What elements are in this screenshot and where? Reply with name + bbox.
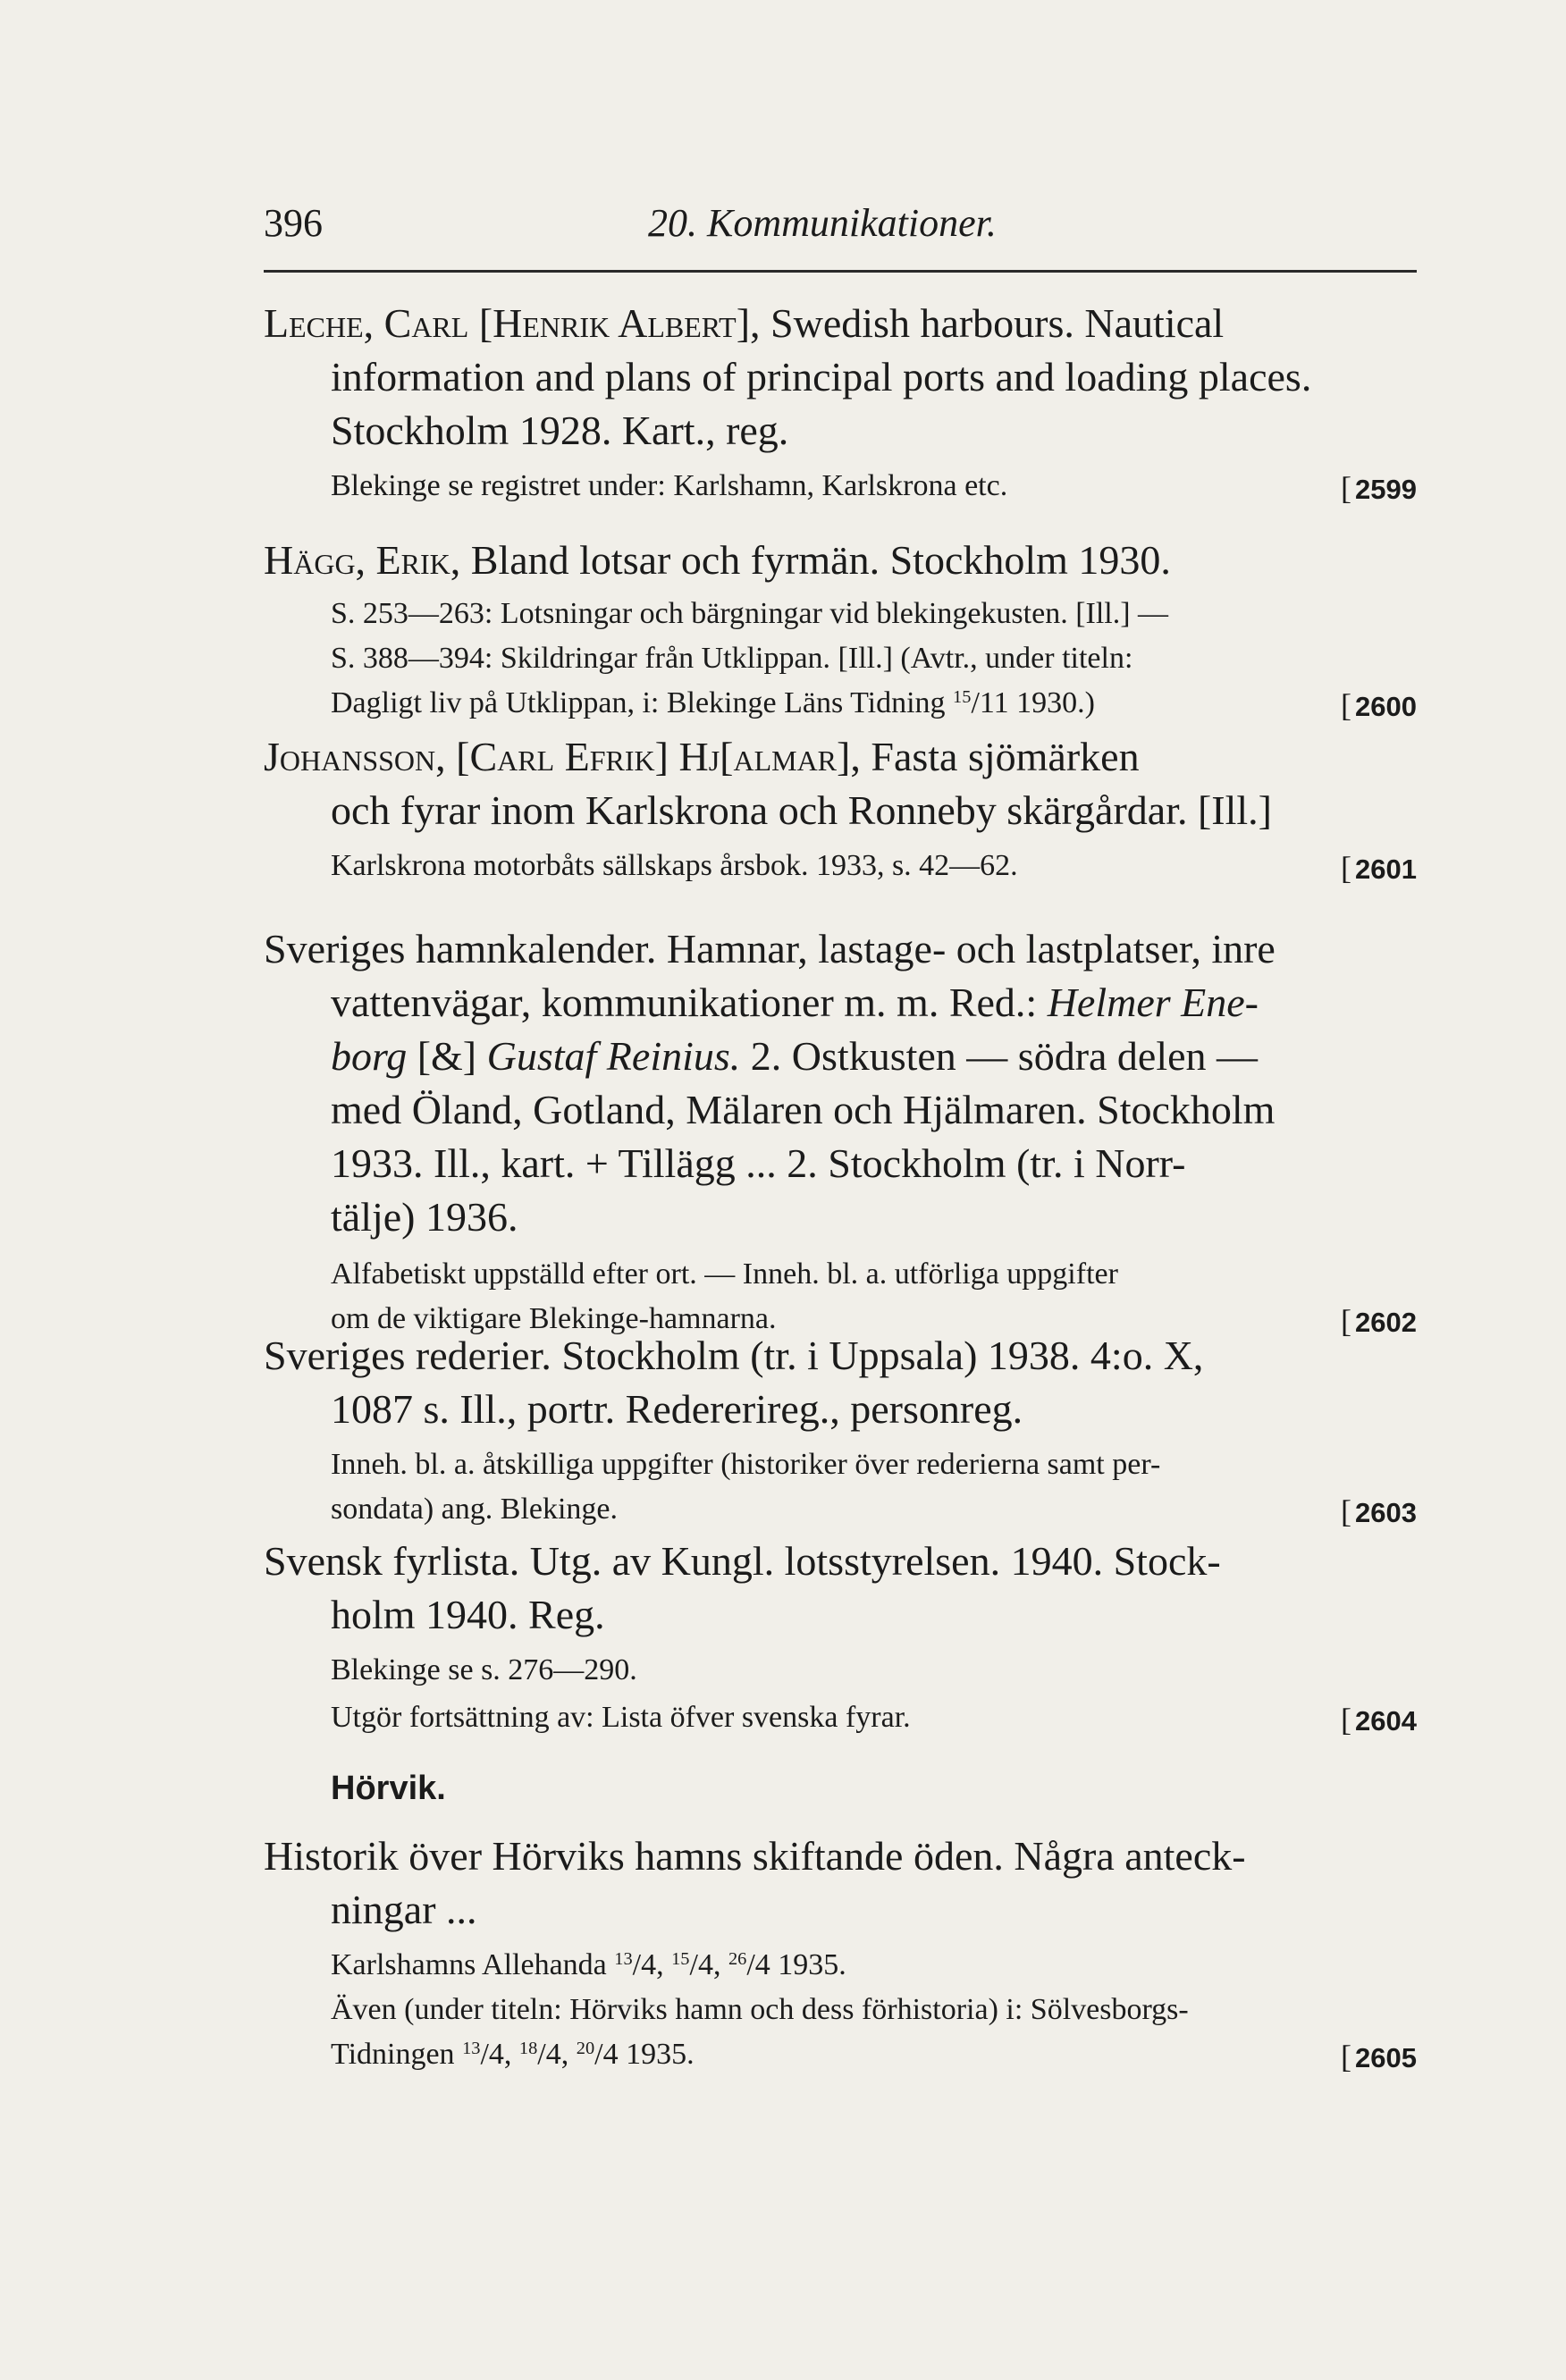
page-number: 396 [264,201,323,245]
entry-note: Alfabetiskt uppställd efter ort. — Inneh. bl. a. utförliga uppgifter [331,1257,1118,1291]
entry-title-line: holm 1940. Reg. [331,1592,605,1637]
entry-number: [ 2603 [1341,1493,1417,1529]
entry-number: [ 2602 [1341,1303,1417,1339]
page-header [264,198,1417,273]
entry-note: Utgör fortsättning av: Lista öfver svenska fyrar. [331,1701,911,1734]
entry-title-line: Svensk fyrlista. Utg. av Kungl. lotsstyrelsen. 1940. Stock- [264,1538,1221,1584]
entry-note: Blekinge se registret under: Karlshamn, Karlskrona etc. [331,469,1008,502]
entry-title-line: Stockholm 1928. Kart., reg. [331,408,789,453]
entry-title-line: med Öland, Gotland, Mälaren och Hjälmaren. Stockholm [331,1087,1276,1132]
entry-title-line: 1933. Ill., kart. + Tillägg ... 2. Stockholm (tr. i Norr- [331,1140,1186,1186]
entry-title: Bland lotsar och fyrmän. Stockholm 1930. [470,537,1171,583]
entry-title-line: Sveriges hamnkalender. Hamnar, lastage- och lastplatser, inre [264,926,1276,971]
entry-note: sondata) ang. Blekinge. [331,1493,619,1526]
section-heading: Hörvik. [331,1770,446,1807]
entry-title-line: 1087 s. Ill., portr. Redererireg., personreg. [331,1386,1023,1432]
entry-number: [ 2600 [1341,687,1417,723]
entry-title-line: ningar ... [331,1887,477,1932]
entry-note: Dagligt liv på Utklippan, i: Blekinge Läns Tidning $^{15}$/11 1930.) [331,686,1095,719]
entry-title-line: Sveriges rederier. Stockholm (tr. i Uppsala) 1938. 4:o. X, [264,1333,1204,1378]
entry-title: Swedish harbours. Nautical [770,300,1225,346]
entry-title-line: vattenvägar, kommunikationer m. m. Red.: Helmer Ene- [331,980,1259,1025]
entry-title-line: och fyrar inom Karlskrona och Ronneby skärgårdar. [Ill.] [331,787,1272,833]
entry-title: Fasta sjömärken [871,734,1140,779]
running-title: 20. Kommunikationer. [648,201,997,245]
entry-note: Blekinge se s. 276—290. [331,1653,637,1686]
entry-note: Även (under titeln: Hörviks hamn och dess förhistoria) i: Sölvesborgs- [331,1993,1189,2026]
entry-number: [ 2605 [1341,2039,1417,2074]
entry-title-line: information and plans of principal ports and loading places. [331,354,1312,399]
entry-title-line: borg [&] Gustaf Reinius. 2. Ostkusten — södra delen — [331,1033,1259,1079]
entry-note: om de viktigare Blekinge-hamnarna. [331,1302,777,1335]
entry-author: Leche, Carl [Henrik Albert], [264,300,761,346]
entry-note: S. 253—263: Lotsningar och bärgningar vid blekingekusten. [Ill.] — [331,597,1169,630]
entry-number: [ 2601 [1341,850,1417,886]
entry-note: Karlskrona motorbåts sällskaps årsbok. 1933, s. 42—62. [331,849,1018,882]
entry-number: [ 2599 [1341,470,1417,506]
entry-number: [ 2604 [1341,1702,1417,1737]
entry-note: Tidningen $^{13}$/4, $^{18}$/4, $^{20}$/4 1935. [331,2038,695,2071]
entry-note: Inneh. bl. a. åtskilliga uppgifter (historiker över rederierna samt per- [331,1448,1161,1481]
entry-title-line: tälje) 1936. [331,1194,518,1240]
entry-author: Hägg, Erik, [264,537,461,583]
entry-note: S. 388—394: Skildringar från Utklippan. [Ill.] (Avtr., under titeln: [331,642,1133,675]
entry-author: Johansson, [Carl Efrik] Hj[almar], [264,734,861,779]
entry-title-line: Historik över Hörviks hamns skiftande öden. Några anteck- [264,1833,1246,1879]
entry-note: Karlshamns Allehanda $^{13}$/4, $^{15}$/4, $^{26}$/4 1935. [331,1948,846,1981]
